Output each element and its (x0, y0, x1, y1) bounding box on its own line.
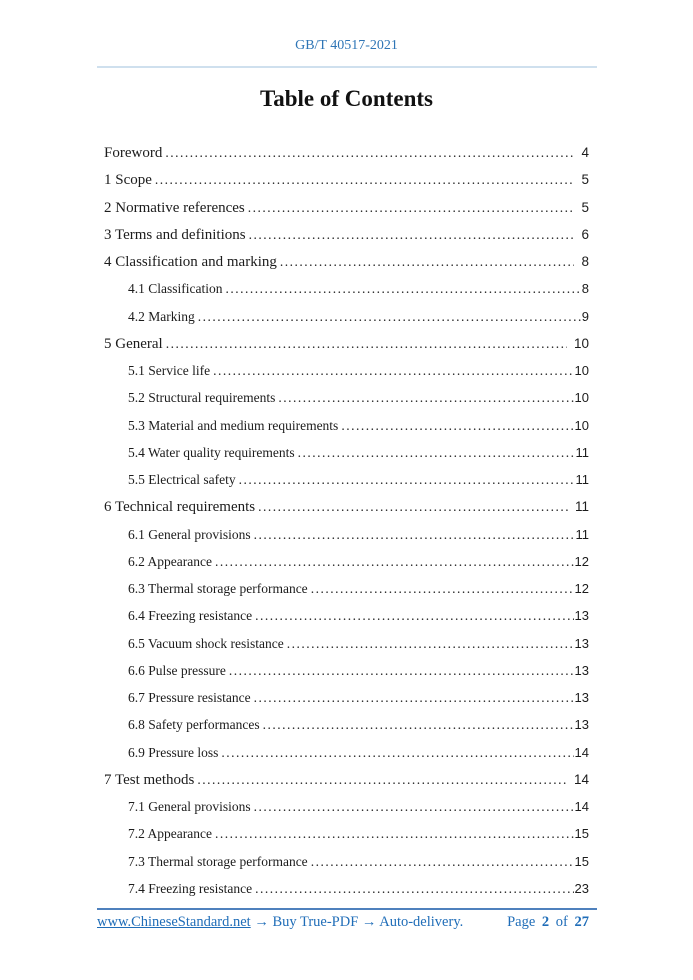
toc-entry (104, 194, 589, 221)
toc-leader-dots (166, 330, 567, 358)
toc-entry-page: 11 (575, 472, 589, 487)
toc-entry-page: 10 (574, 390, 589, 406)
toc-entry (104, 466, 589, 493)
toc-leader-dots (248, 194, 575, 222)
footer-promo (97, 914, 463, 931)
toc-entry-page: 13 (574, 635, 589, 651)
toc-entry (104, 248, 589, 275)
toc-entry-label: 6.4 Freezing resistance (128, 608, 253, 624)
toc-entry-page: 14 (574, 744, 589, 760)
toc-leader-dots (197, 766, 567, 794)
toc-entry (104, 684, 589, 711)
toc-leader-dots (254, 521, 575, 548)
toc-leader-dots (298, 439, 575, 466)
toc-leader-dots (311, 575, 574, 602)
toc-entry-page: 4 (581, 145, 589, 160)
toc-leader-dots (278, 384, 573, 411)
toc-leader-dots (226, 275, 581, 302)
toc-entry-page: 11 (575, 444, 589, 460)
toc-entry-label: Foreword (104, 145, 163, 161)
toc-entry (104, 739, 589, 766)
toc-entry (104, 357, 589, 384)
toc-leader-dots (215, 820, 574, 847)
toc-entry-page: 9 (581, 308, 589, 324)
toc-leader-dots (263, 711, 574, 738)
toc-entry (104, 521, 589, 548)
toc-entry-label: 2 Normative references (104, 199, 245, 216)
toc-entry-label: 6.9 Pressure loss (128, 744, 219, 760)
toc-entry-page: 14 (574, 799, 589, 814)
toc-entry-label: 3 Terms and definitions (104, 226, 246, 243)
toc-entry-label: 1 Scope (104, 172, 152, 189)
toc-entry-label: 6 Technical requirements (104, 499, 256, 516)
toc-leader-dots (258, 493, 568, 521)
toc-entry-label: 7.2 Appearance (128, 826, 212, 842)
header-divider (97, 66, 597, 68)
toc-entry-label: 6.2 Appearance (128, 553, 212, 569)
page-indicator (506, 914, 591, 931)
toc-entry (104, 766, 589, 793)
toc-leader-dots (213, 357, 573, 384)
toc-entry-page: 5 (581, 199, 589, 215)
toc-entry-page: 11 (575, 526, 589, 542)
toc-entry-page: 15 (574, 853, 589, 869)
toc-entry (104, 303, 589, 330)
toc-entry-label: 6.1 General provisions (128, 526, 251, 542)
toc-entry-label: 4 Classification and marking (104, 254, 277, 270)
toc-leader-dots (255, 875, 573, 902)
toc-entry-page: 10 (574, 417, 589, 433)
page-title: Table of Contents (260, 86, 433, 111)
toc-entry (104, 384, 589, 411)
toc-entry (104, 575, 589, 602)
toc-entry-page: 8 (581, 281, 589, 297)
total-page-count: 27 (574, 914, 589, 930)
toc-entry-page: 10 (574, 363, 589, 378)
current-page-number: 2 (541, 914, 550, 930)
toc-leader-dots (254, 684, 574, 711)
toc-entry-label: 7.1 General provisions (128, 799, 251, 814)
toc-entry-page: 13 (574, 717, 589, 733)
toc-entry-page: 8 (581, 254, 589, 269)
toc-entry-page: 14 (573, 771, 589, 787)
document-number: GB/T 40517-2021 (295, 38, 398, 53)
toc-leader-dots (155, 166, 575, 194)
website-link[interactable]: www.ChineseStandard.net (97, 914, 251, 930)
toc-entry-label: 7 Test methods (104, 771, 195, 788)
toc-entry-label: 5.5 Electrical safety (128, 472, 236, 487)
table-of-contents (104, 139, 589, 902)
toc-leader-dots (280, 248, 575, 276)
toc-entry-label: 4.2 Marking (128, 308, 195, 324)
of-word: of (555, 914, 568, 930)
page-footer (97, 914, 591, 931)
toc-entry (104, 711, 589, 738)
toc-leader-dots (198, 303, 581, 330)
toc-entry-page: 6 (581, 226, 589, 242)
toc-leader-dots (249, 221, 575, 249)
toc-entry-page: 10 (573, 335, 589, 351)
toc-entry (104, 793, 589, 820)
toc-entry-label: 5.1 Service life (128, 363, 211, 378)
toc-entry-label: 6.8 Safety performances (128, 717, 260, 733)
toc-entry (104, 630, 589, 657)
toc-entry (104, 412, 589, 439)
toc-entry-label: 6.7 Pressure resistance (128, 690, 251, 705)
toc-entry (104, 548, 589, 575)
footer-tagline: → Buy True-PDF → Auto-delivery. (254, 914, 464, 930)
toc-leader-dots (165, 139, 574, 167)
toc-entry (104, 493, 589, 520)
toc-entry-page: 12 (574, 581, 589, 596)
toc-leader-dots (287, 630, 574, 657)
toc-entry-label: 6.5 Vacuum shock resistance (128, 635, 284, 651)
toc-entry-page: 11 (574, 499, 589, 515)
toc-entry-label: 5.4 Water quality requirements (128, 444, 295, 460)
toc-entry (104, 657, 589, 684)
toc-entry (104, 275, 589, 302)
toc-entry-label: 4.1 Classification (128, 281, 223, 297)
toc-entry-page: 13 (574, 608, 589, 624)
toc-entry (104, 139, 589, 166)
toc-entry (104, 848, 589, 875)
toc-entry (104, 875, 589, 902)
toc-entry-label: 6.6 Pulse pressure (128, 662, 226, 678)
toc-entry (104, 166, 589, 193)
toc-entry-label: 6.3 Thermal storage performance (128, 581, 308, 596)
toc-entry-page: 13 (574, 662, 589, 678)
toc-entry (104, 221, 589, 248)
toc-entry-label: 7.3 Thermal storage performance (128, 853, 308, 869)
toc-leader-dots (215, 548, 574, 575)
toc-leader-dots (311, 848, 574, 875)
toc-entry-page: 12 (574, 553, 589, 569)
toc-entry-page: 15 (574, 826, 589, 842)
toc-entry-page: 13 (574, 690, 589, 705)
toc-entry-label: 5.2 Structural requirements (128, 390, 276, 406)
toc-leader-dots (221, 739, 573, 766)
toc-leader-dots (341, 412, 573, 439)
toc-entry (104, 602, 589, 629)
toc-leader-dots (229, 657, 574, 684)
toc-leader-dots (254, 793, 574, 820)
toc-leader-dots (255, 602, 573, 629)
toc-entry (104, 330, 589, 357)
toc-leader-dots (239, 466, 575, 493)
toc-entry-label: 5 General (104, 335, 163, 352)
toc-entry-page: 5 (581, 172, 589, 188)
toc-entry (104, 820, 589, 847)
page-word: Page (507, 914, 536, 930)
toc-entry-label: 5.3 Material and medium requirements (128, 417, 339, 433)
toc-entry-page: 23 (574, 880, 589, 896)
toc-entry-label: 7.4 Freezing resistance (128, 880, 253, 896)
footer-divider (97, 908, 597, 910)
toc-entry (104, 439, 589, 466)
